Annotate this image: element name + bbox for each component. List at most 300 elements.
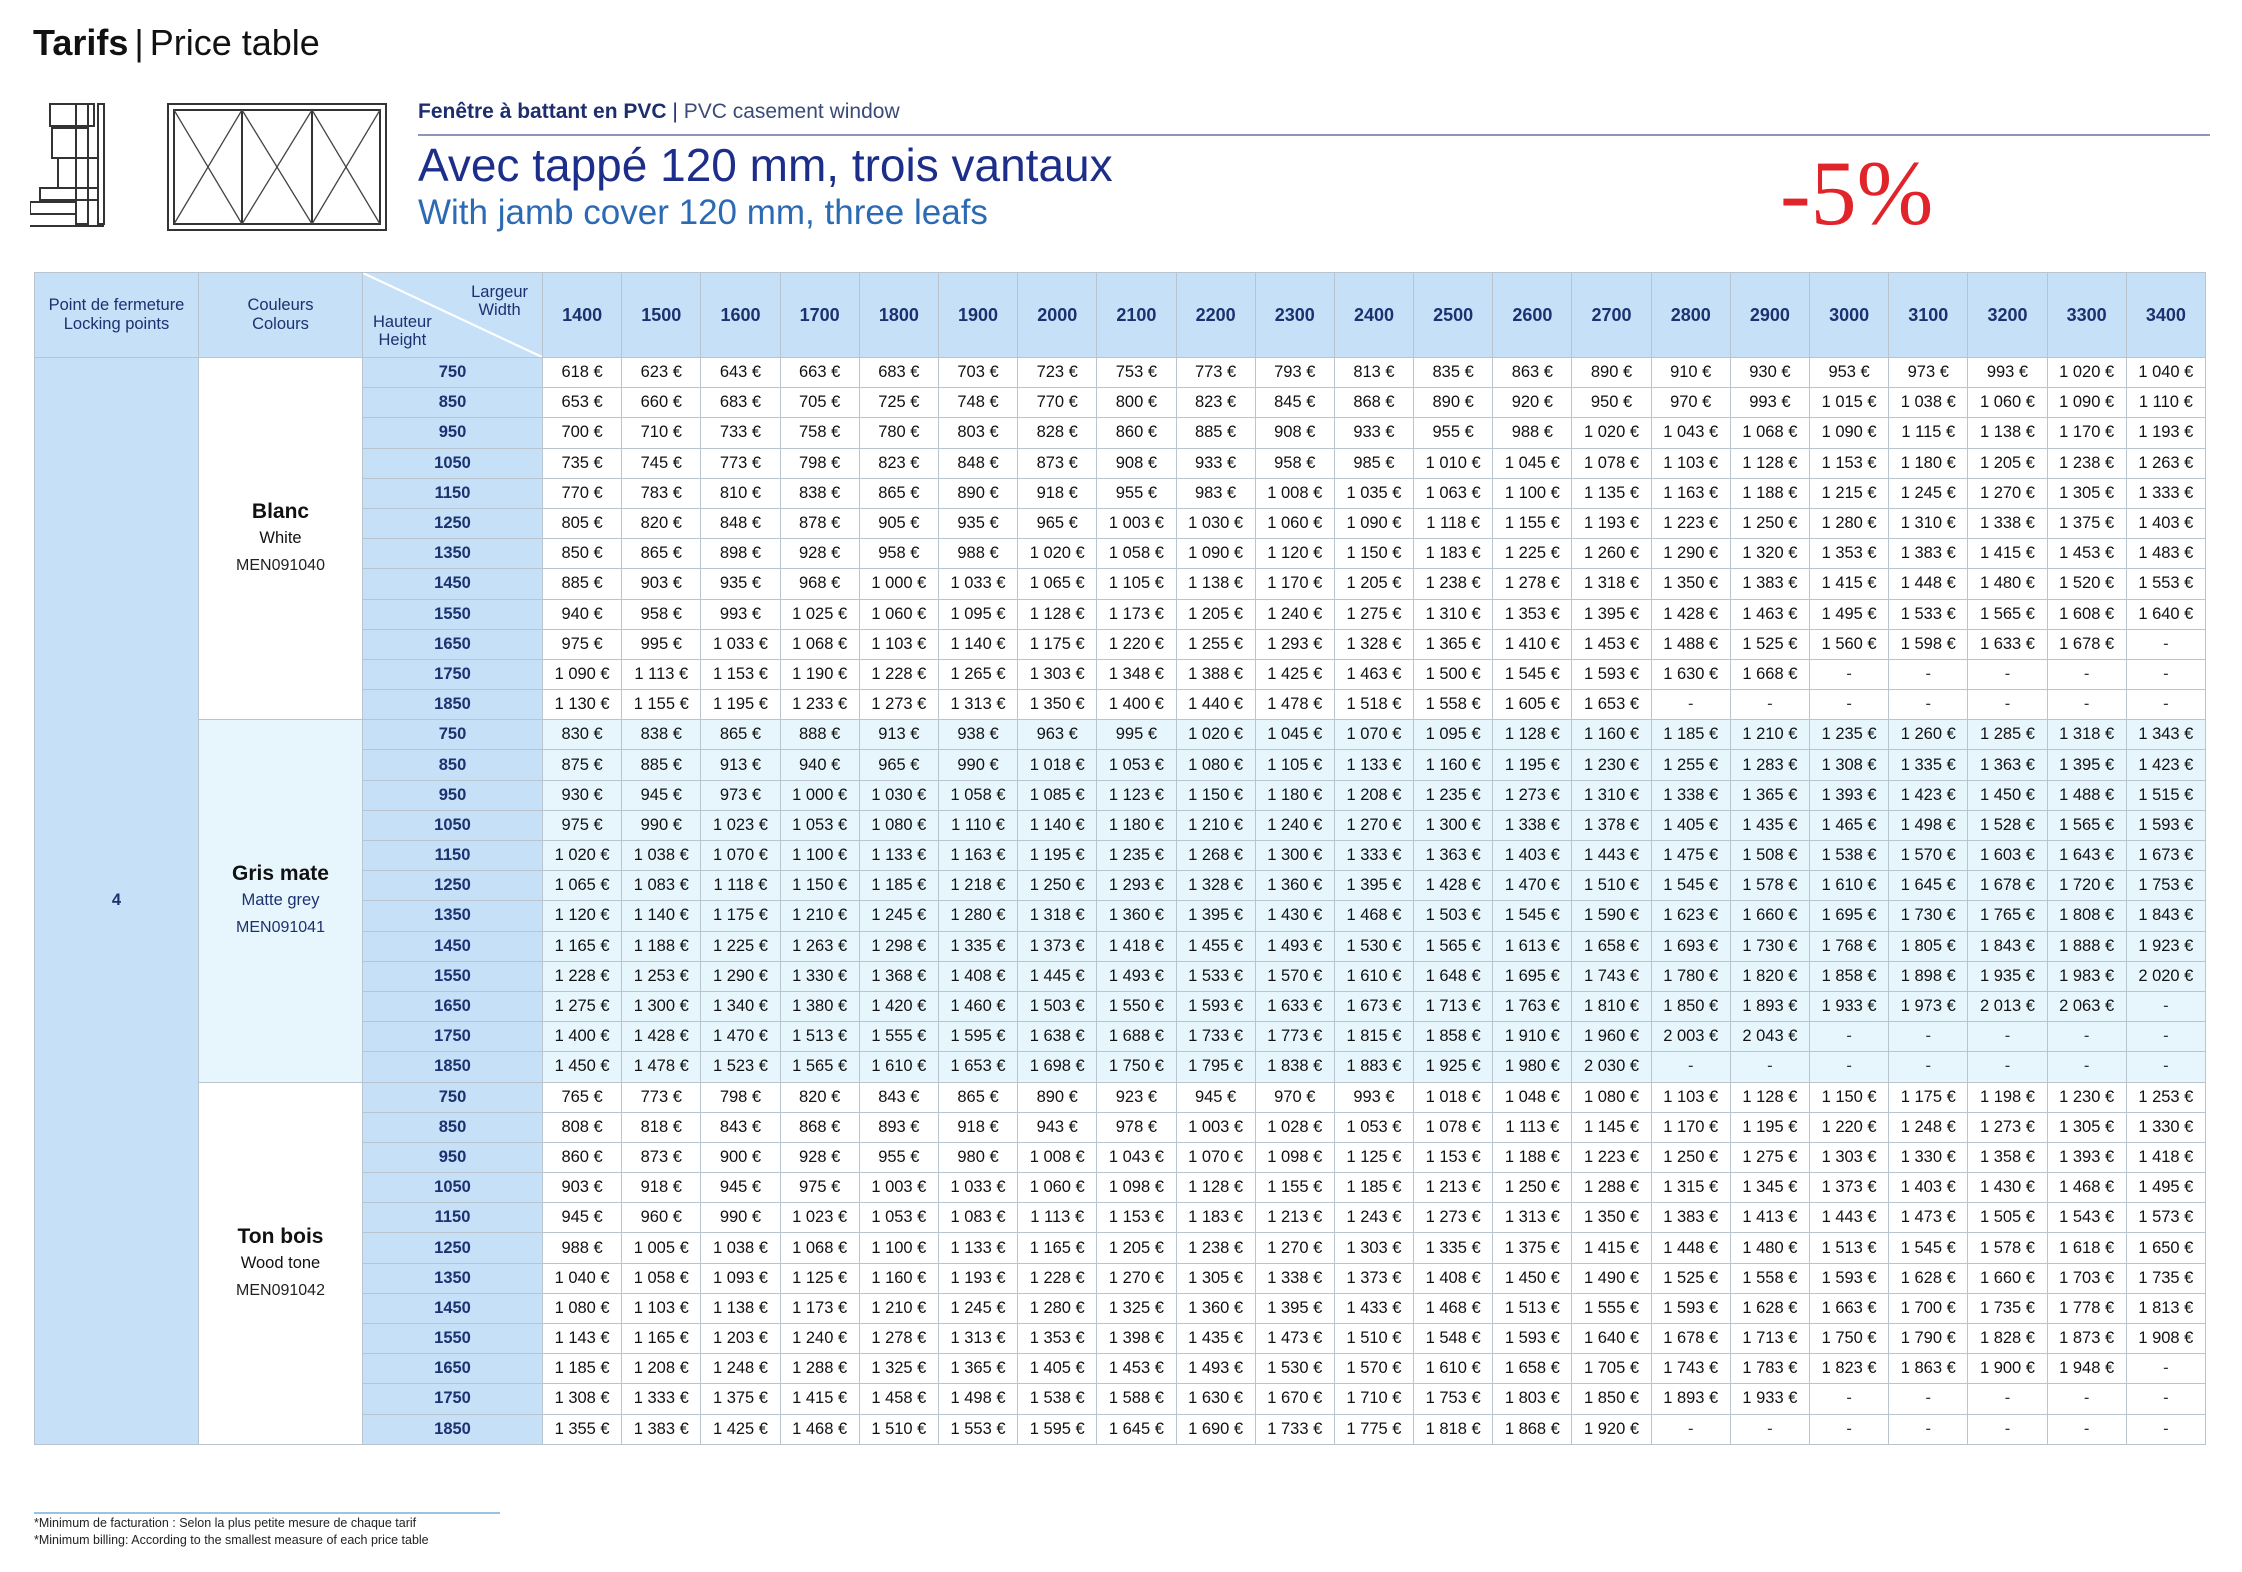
price-cell: 1 010 € (1414, 448, 1493, 478)
price-cell: 1 700 € (1889, 1293, 1968, 1323)
price-cell: 1 395 € (2047, 750, 2126, 780)
price-cell: 1 693 € (1651, 931, 1730, 961)
price-cell: 1 823 € (1810, 1354, 1889, 1384)
price-cell: 923 € (1097, 1082, 1176, 1112)
price-cell: 1 283 € (1730, 750, 1809, 780)
price-cell: 2 063 € (2047, 991, 2126, 1021)
price-cell: 1 038 € (1889, 388, 1968, 418)
price-cell: 1 185 € (859, 871, 938, 901)
width-header-2900: 2900 (1730, 273, 1809, 358)
price-cell: 623 € (622, 358, 701, 388)
price-cell: 1 888 € (2047, 931, 2126, 961)
price-cell: 1 128 € (1018, 599, 1097, 629)
price-cell: 918 € (622, 1173, 701, 1203)
price-cell: 1 433 € (1334, 1293, 1413, 1323)
price-cell: 1 195 € (701, 690, 780, 720)
price-cell: 1 025 € (780, 599, 859, 629)
price-cell: 2 003 € (1651, 1022, 1730, 1052)
price-table (34, 272, 2206, 1445)
price-cell: 1 003 € (1176, 1112, 1255, 1142)
height-cell: 750 (363, 720, 543, 750)
price-cell: 745 € (622, 448, 701, 478)
price-cell: 1 205 € (1968, 448, 2047, 478)
price-cell: - (2126, 1414, 2205, 1444)
price-cell: 1 673 € (1334, 991, 1413, 1021)
price-cell: 1 548 € (1414, 1324, 1493, 1354)
price-cell: 1 528 € (1968, 810, 2047, 840)
price-cell: 1 425 € (1255, 659, 1334, 689)
price-cell: 1 210 € (859, 1293, 938, 1323)
price-cell: 990 € (622, 810, 701, 840)
price-cell: 970 € (1651, 388, 1730, 418)
price-cell: 990 € (701, 1203, 780, 1233)
price-cell: 1 520 € (2047, 569, 2126, 599)
price-cell: 1 210 € (1730, 720, 1809, 750)
price-cell: 1 395 € (1334, 871, 1413, 901)
price-cell: - (1651, 1052, 1730, 1082)
price-cell: 1 358 € (1968, 1142, 2047, 1172)
price-cell: 1 033 € (938, 1173, 1017, 1203)
price-cell: 1 123 € (1097, 780, 1176, 810)
price-cell: 1 565 € (780, 1052, 859, 1082)
height-cell: 1850 (363, 1414, 543, 1444)
price-cell: 975 € (543, 629, 622, 659)
height-cell: 1650 (363, 991, 543, 1021)
price-cell: 1 045 € (1255, 720, 1334, 750)
price-cell: 1 850 € (1572, 1384, 1651, 1414)
price-cell: 1 170 € (2047, 418, 2126, 448)
price-cell: 1 423 € (2126, 750, 2205, 780)
price-cell: 1 753 € (1414, 1384, 1493, 1414)
price-cell: 980 € (938, 1142, 1017, 1172)
price-cell: 1 023 € (780, 1203, 859, 1233)
product-type: Fenêtre à battant en PVC | PVC casement window (418, 100, 900, 123)
price-cell: 1 080 € (859, 810, 938, 840)
price-cell: 1 128 € (1493, 720, 1572, 750)
height-cell: 1850 (363, 690, 543, 720)
price-cell: 1 450 € (1493, 1263, 1572, 1293)
price-cell: 1 138 € (1176, 569, 1255, 599)
price-cell: 1 448 € (1889, 569, 1968, 599)
price-cell: 1 328 € (1334, 629, 1413, 659)
price-cell: - (1968, 690, 2047, 720)
price-cell: 885 € (1176, 418, 1255, 448)
price-cell: 1 065 € (1018, 569, 1097, 599)
price-cell: 960 € (622, 1203, 701, 1233)
width-label-fr: Largeur (471, 283, 528, 301)
price-cell: 1 035 € (1334, 478, 1413, 508)
price-cell: 1 593 € (1651, 1293, 1730, 1323)
price-cell: 1 468 € (1414, 1293, 1493, 1323)
price-cell: 1 058 € (938, 780, 1017, 810)
price-cell: 1 383 € (1651, 1203, 1730, 1233)
locking-points-value: 4 (35, 358, 199, 1445)
price-cell: 1 060 € (859, 599, 938, 629)
price-cell: 1 240 € (780, 1324, 859, 1354)
price-cell: 1 810 € (1572, 991, 1651, 1021)
price-cell: 1 278 € (859, 1324, 938, 1354)
price-cell: - (1968, 1052, 2047, 1082)
price-cell: 1 248 € (701, 1354, 780, 1384)
price-cell: 765 € (543, 1082, 622, 1112)
price-cell: 1 180 € (1255, 780, 1334, 810)
price-cell: 2 020 € (2126, 961, 2205, 991)
colour-code: MEN091041 (236, 919, 325, 937)
price-cell: 1 863 € (1889, 1354, 1968, 1384)
price-cell: 1 933 € (1730, 1384, 1809, 1414)
price-cell: 1 735 € (2126, 1263, 2205, 1293)
price-cell: 1 608 € (2047, 599, 2126, 629)
price-cell: 1 330 € (2126, 1112, 2205, 1142)
height-cell: 1050 (363, 1173, 543, 1203)
price-cell: 1 343 € (2126, 720, 2205, 750)
price-cell: 1 453 € (1572, 629, 1651, 659)
price-cell: 1 188 € (1493, 1142, 1572, 1172)
price-cell: 1 858 € (1414, 1022, 1493, 1052)
price-cell: 1 333 € (2126, 478, 2205, 508)
width-header-1400: 1400 (543, 273, 622, 358)
price-cell: 1 170 € (1651, 1112, 1730, 1142)
price-cell: 1 175 € (701, 901, 780, 931)
price-cell: 1 000 € (780, 780, 859, 810)
price-cell: 1 210 € (780, 901, 859, 931)
footnote-en: *Minimum billing: According to the smallest measure of each price table (34, 1533, 429, 1547)
price-cell: 1 488 € (1651, 629, 1730, 659)
price-cell: 1 265 € (938, 659, 1017, 689)
price-cell: 860 € (543, 1142, 622, 1172)
price-cell: 1 205 € (1097, 1233, 1176, 1263)
price-cell: 1 455 € (1176, 931, 1255, 961)
price-cell: 1 435 € (1730, 810, 1809, 840)
price-cell: 1 495 € (2126, 1173, 2205, 1203)
price-cell: 830 € (543, 720, 622, 750)
price-cell: 1 405 € (1651, 810, 1730, 840)
price-cell: 985 € (1334, 448, 1413, 478)
price-cell: - (1889, 690, 1968, 720)
price-cell: 1 778 € (2047, 1293, 2126, 1323)
price-cell: - (1810, 1022, 1889, 1052)
footnote-rule (34, 1512, 500, 1514)
price-cell: 1 300 € (1414, 810, 1493, 840)
price-cell: 1 395 € (1572, 599, 1651, 629)
price-cell: 1 140 € (622, 901, 701, 931)
price-cell: 1 410 € (1493, 629, 1572, 659)
price-cell: - (1810, 659, 1889, 689)
price-cell: - (1810, 690, 1889, 720)
price-cell: 1 553 € (938, 1414, 1017, 1444)
price-cell: 1 090 € (1810, 418, 1889, 448)
price-cell: 1 063 € (1414, 478, 1493, 508)
price-cell: - (2047, 659, 2126, 689)
price-cell: 1 008 € (1018, 1142, 1097, 1172)
price-cell: 1 128 € (1176, 1173, 1255, 1203)
price-cell: 1 610 € (1334, 961, 1413, 991)
price-cell: 1 398 € (1097, 1324, 1176, 1354)
price-cell: 1 813 € (2126, 1293, 2205, 1323)
price-cell: 1 270 € (1334, 810, 1413, 840)
price-cell: 913 € (859, 720, 938, 750)
height-cell: 750 (363, 1082, 543, 1112)
price-cell: 1 118 € (701, 871, 780, 901)
price-cell: 1 618 € (2047, 1233, 2126, 1263)
price-cell: 938 € (938, 720, 1017, 750)
price-cell: 1 068 € (780, 1233, 859, 1263)
price-cell: 1 558 € (1730, 1263, 1809, 1293)
price-cell: 1 593 € (1810, 1263, 1889, 1293)
price-cell: 1 730 € (1889, 901, 1968, 931)
price-cell: 1 160 € (1414, 750, 1493, 780)
price-cell: 1 128 € (1730, 448, 1809, 478)
price-cell: 945 € (1176, 1082, 1255, 1112)
price-cell: 928 € (780, 1142, 859, 1172)
price-cell: 1 598 € (1889, 629, 1968, 659)
price-cell: 1 405 € (1018, 1354, 1097, 1384)
height-cell: 950 (363, 1142, 543, 1172)
height-cell: 1550 (363, 961, 543, 991)
price-cell: 1 095 € (1414, 720, 1493, 750)
price-cell: 1 545 € (1651, 871, 1730, 901)
price-cell: 1 458 € (859, 1384, 938, 1414)
price-cell: 1 020 € (543, 841, 622, 871)
price-cell: 1 245 € (938, 1293, 1017, 1323)
price-cell: 1 900 € (1968, 1354, 2047, 1384)
price-cell: - (1651, 1414, 1730, 1444)
price-cell: 803 € (938, 418, 1017, 448)
price-cell: 1 720 € (2047, 871, 2126, 901)
price-cell: 1 033 € (701, 629, 780, 659)
price-cell: 1 155 € (622, 690, 701, 720)
locking-points-header (35, 273, 199, 358)
price-cell: 838 € (622, 720, 701, 750)
price-cell: 1 270 € (1255, 1233, 1334, 1263)
price-cell: 1 463 € (1730, 599, 1809, 629)
width-header-3400: 3400 (2126, 273, 2205, 358)
price-cell: 1 135 € (1572, 478, 1651, 508)
price-cell: 1 053 € (780, 810, 859, 840)
width-label-en: Width (478, 301, 521, 319)
height-cell: 950 (363, 780, 543, 810)
width-header-2400: 2400 (1334, 273, 1413, 358)
price-cell: 710 € (622, 418, 701, 448)
price-cell: 1 318 € (1572, 569, 1651, 599)
price-cell: 1 303 € (1810, 1142, 1889, 1172)
price-cell: 1 275 € (543, 991, 622, 1021)
height-label (373, 313, 432, 349)
price-cell: 1 488 € (2047, 780, 2126, 810)
price-cell: 1 360 € (1097, 901, 1176, 931)
price-cell: 1 325 € (1097, 1293, 1176, 1323)
price-cell: 1 053 € (859, 1203, 938, 1233)
price-cell: 1 195 € (1493, 750, 1572, 780)
price-cell: 1 215 € (1810, 478, 1889, 508)
price-cell: 973 € (1889, 358, 1968, 388)
price-cell: 1 300 € (1255, 841, 1334, 871)
price-cell: 1 318 € (2047, 720, 2126, 750)
price-cell: 1 078 € (1414, 1112, 1493, 1142)
price-cell: 1 260 € (1572, 539, 1651, 569)
price-cell: 1 418 € (2126, 1142, 2205, 1172)
price-cell: 1 678 € (1968, 871, 2047, 901)
price-cell: 1 350 € (1572, 1203, 1651, 1233)
price-cell: 1 130 € (543, 690, 622, 720)
price-cell: 1 175 € (1889, 1082, 1968, 1112)
price-cell: 1 280 € (938, 901, 1017, 931)
price-cell: 1 140 € (938, 629, 1017, 659)
price-cell: 1 368 € (859, 961, 938, 991)
price-cell: 1 473 € (1889, 1203, 1968, 1233)
price-cell: 1 695 € (1493, 961, 1572, 991)
price-cell: 1 218 € (938, 871, 1017, 901)
price-cell: - (2126, 1354, 2205, 1384)
price-cell: 1 688 € (1097, 1022, 1176, 1052)
price-cell: 1 560 € (1810, 629, 1889, 659)
price-cell: 1 330 € (1889, 1142, 1968, 1172)
price-cell: 1 220 € (1097, 629, 1176, 659)
price-cell: 1 038 € (701, 1233, 780, 1263)
price-cell: - (2047, 690, 2126, 720)
price-cell: 863 € (1493, 358, 1572, 388)
price-cell: 890 € (1018, 1082, 1097, 1112)
height-cell: 950 (363, 418, 543, 448)
price-cell: 683 € (701, 388, 780, 418)
price-cell: 1 395 € (1255, 1293, 1334, 1323)
price-cell: 1 645 € (1889, 871, 1968, 901)
price-cell: 1 028 € (1255, 1112, 1334, 1142)
price-cell: 1 543 € (2047, 1203, 2126, 1233)
price-cell: 1 238 € (1176, 1233, 1255, 1263)
price-cell: 1 658 € (1493, 1354, 1572, 1384)
locking-header-en: Locking points (63, 315, 170, 333)
price-cell: 848 € (701, 508, 780, 538)
colours-header-en: Colours (252, 315, 309, 333)
price-cell: 873 € (622, 1142, 701, 1172)
price-cell: 1 155 € (1255, 1173, 1334, 1203)
price-cell: 1 348 € (1097, 659, 1176, 689)
price-cell: 725 € (859, 388, 938, 418)
price-cell: 968 € (780, 569, 859, 599)
price-cell: 1 020 € (1572, 418, 1651, 448)
height-cell: 1750 (363, 1384, 543, 1414)
price-cell: 1 333 € (1334, 841, 1413, 871)
price-cell: - (2126, 1052, 2205, 1082)
price-cell: 1 838 € (1255, 1052, 1334, 1082)
price-cell: 1 630 € (1176, 1384, 1255, 1414)
price-cell: 920 € (1493, 388, 1572, 418)
price-cell: 1 333 € (622, 1384, 701, 1414)
price-cell: - (1968, 1384, 2047, 1414)
price-cell: 1 313 € (938, 690, 1017, 720)
price-cell: 1 275 € (1334, 599, 1413, 629)
price-cell: 930 € (543, 780, 622, 810)
price-cell: 683 € (859, 358, 938, 388)
price-cell: 1 298 € (859, 931, 938, 961)
price-cell: 1 153 € (1097, 1203, 1176, 1233)
price-cell: 1 338 € (1651, 780, 1730, 810)
height-cell: 1050 (363, 810, 543, 840)
price-cell: 1 080 € (543, 1293, 622, 1323)
price-cell: 1 110 € (2126, 388, 2205, 418)
price-cell: 1 973 € (1889, 991, 1968, 1021)
price-cell: 1 145 € (1572, 1112, 1651, 1142)
price-cell: 888 € (780, 720, 859, 750)
price-cell: 935 € (701, 569, 780, 599)
price-cell: 1 790 € (1889, 1324, 1968, 1354)
price-cell: 1 195 € (1018, 841, 1097, 871)
price-cell: 865 € (859, 478, 938, 508)
price-cell: - (1889, 1384, 1968, 1414)
price-cell: 810 € (701, 478, 780, 508)
price-cell: 1 893 € (1730, 991, 1809, 1021)
price-cell: 1 743 € (1651, 1354, 1730, 1384)
price-cell: 1 083 € (622, 871, 701, 901)
price-cell: 1 510 € (859, 1414, 938, 1444)
price-cell: 1 238 € (2047, 448, 2126, 478)
price-cell: 1 403 € (2126, 508, 2205, 538)
price-cell: 848 € (938, 448, 1017, 478)
price-cell: 1 275 € (1730, 1142, 1809, 1172)
locking-header-fr: Point de fermeture (48, 296, 185, 314)
price-cell: 835 € (1414, 358, 1493, 388)
price-cell: 1 193 € (1572, 508, 1651, 538)
price-cell: 1 003 € (859, 1173, 938, 1203)
price-cell: 1 408 € (938, 961, 1017, 991)
price-cell: 1 415 € (1572, 1233, 1651, 1263)
price-cell: 865 € (622, 539, 701, 569)
price-cell: 800 € (1097, 388, 1176, 418)
price-cell: 1 595 € (938, 1022, 1017, 1052)
price-cell: 1 060 € (1255, 508, 1334, 538)
price-cell: 618 € (543, 358, 622, 388)
price-cell: 933 € (1176, 448, 1255, 478)
price-cell: 1 400 € (1097, 690, 1176, 720)
height-cell: 1750 (363, 1022, 543, 1052)
price-cell: 1 713 € (1414, 991, 1493, 1021)
price-cell: 1 610 € (1414, 1354, 1493, 1384)
price-cell: 1 493 € (1176, 1354, 1255, 1384)
price-cell: - (1889, 1414, 1968, 1444)
price-cell: 1 208 € (622, 1354, 701, 1384)
price-cell: 1 483 € (2126, 539, 2205, 569)
price-cell: 1 590 € (1572, 901, 1651, 931)
price-cell: - (1810, 1414, 1889, 1444)
price-cell: 1 400 € (543, 1022, 622, 1052)
price-cell: 945 € (622, 780, 701, 810)
table-row (35, 358, 2206, 388)
price-cell: 1 303 € (1018, 659, 1097, 689)
price-cell: 1 373 € (1018, 931, 1097, 961)
price-cell: 1 595 € (1018, 1414, 1097, 1444)
price-cell: 1 115 € (1889, 418, 1968, 448)
price-cell: 1 110 € (938, 810, 1017, 840)
price-cell: 1 570 € (1889, 841, 1968, 871)
price-cell: 1 225 € (1493, 539, 1572, 569)
price-cell: 1 018 € (1414, 1082, 1493, 1112)
price-cell: 1 100 € (859, 1233, 938, 1263)
price-cell: 1 330 € (780, 961, 859, 991)
price-cell: 1 280 € (1810, 508, 1889, 538)
header-row (35, 273, 2206, 358)
height-label-en: Height (378, 331, 427, 349)
price-cell: 1 293 € (1255, 629, 1334, 659)
price-cell: 1 250 € (1018, 871, 1097, 901)
price-cell: 1 300 € (622, 991, 701, 1021)
price-cell: 905 € (859, 508, 938, 538)
height-cell: 1250 (363, 1233, 543, 1263)
price-cell: 1 223 € (1572, 1142, 1651, 1172)
price-cell: 865 € (701, 720, 780, 750)
price-cell: 950 € (1572, 388, 1651, 418)
price-cell: 1 898 € (1889, 961, 1968, 991)
